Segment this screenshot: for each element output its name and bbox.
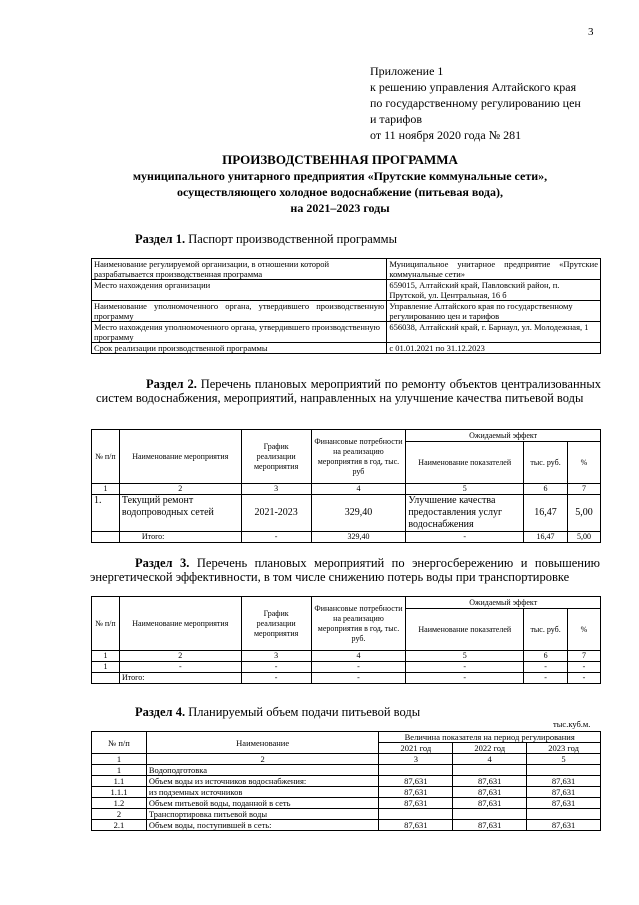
row-value — [527, 765, 601, 776]
row-value — [379, 809, 453, 820]
col-header-period: Величина показателя на период регулирования — [379, 732, 601, 743]
col-header-pct: % — [568, 442, 601, 484]
total-pct: - — [568, 673, 601, 684]
row-value: 87,631 — [379, 787, 453, 798]
col-header-year: 2023 год — [527, 743, 601, 754]
col-number: 4 — [311, 651, 406, 662]
title-line: осуществляющего холодное водоснабжение (питьевая вода), — [177, 185, 503, 199]
col-number: 5 — [406, 484, 524, 495]
col-number: 6 — [524, 651, 568, 662]
col-number: 2 — [146, 754, 379, 765]
section4-heading — [135, 705, 420, 720]
row-num: 1.2 — [92, 798, 147, 809]
passport-value: 656038, Алтайский край, г. Барнаул, ул. Молодежная, 1 — [387, 322, 601, 343]
col-header-year: 2022 год — [453, 743, 527, 754]
row-name: Объем питьевой воды, поданной в сеть — [146, 798, 379, 809]
passport-value: Управление Алтайского края по государственному регулированию цен и тарифов — [387, 301, 601, 322]
cell-num: 1. — [92, 495, 120, 532]
passport-key: Место нахождения организации — [92, 280, 387, 301]
col-header-year: 2021 год — [379, 743, 453, 754]
col-header-num: № п/п — [92, 430, 120, 484]
col-header-effect: Ожидаемый эффект — [406, 430, 601, 442]
col-number: 7 — [568, 651, 601, 662]
col-header-finance: Финансовые потребности на реализацию мероприятия в год, тыс. руб — [311, 430, 406, 484]
section-title: Перечень плановых мероприятий по энергосбережению и повышению энергетической эффективности, в том числе снижению потерь воды при транспортировке — [90, 556, 601, 584]
row-name: Водоподготовка — [146, 765, 379, 776]
col-header-schedule: График реализации мероприятия — [241, 597, 311, 651]
row-name: из подземных источников — [146, 787, 379, 798]
cell-thous: 16,47 — [524, 495, 568, 532]
cell-name: - — [119, 662, 241, 673]
total-finance: - — [311, 673, 406, 684]
row-value: 87,631 — [453, 776, 527, 787]
section-title: Паспорт производственной программы — [188, 232, 397, 246]
col-number: 1 — [92, 651, 120, 662]
col-header-indicator: Наименование показателей — [406, 442, 524, 484]
col-number: 4 — [453, 754, 527, 765]
col-number: 1 — [92, 754, 147, 765]
col-header-thous: тыс. руб. — [524, 442, 568, 484]
appendix-line: от 11 ноября 2020 года № 281 — [370, 128, 522, 142]
total-thous: 16,47 — [524, 532, 568, 543]
row-value — [453, 809, 527, 820]
col-header-num: № п/п — [92, 732, 147, 754]
row-value — [453, 765, 527, 776]
passport-key: Место нахождения уполномоченного органа, утвердившего производственную программу — [92, 322, 387, 343]
col-number: 7 — [568, 484, 601, 495]
section1-heading — [135, 232, 397, 247]
title-line: ПРОИЗВОДСТВЕННАЯ ПРОГРАММА — [222, 152, 458, 167]
row-value: 87,631 — [453, 798, 527, 809]
section-label: Раздел 4. — [135, 705, 186, 719]
row-value: 87,631 — [379, 776, 453, 787]
col-header-name: Наименование мероприятия — [119, 597, 241, 651]
section2-heading — [96, 377, 601, 405]
total-indicator: - — [406, 532, 524, 543]
col-number: 6 — [524, 484, 568, 495]
col-number: 5 — [527, 754, 601, 765]
row-num: 2 — [92, 809, 147, 820]
cell-pct: - — [568, 662, 601, 673]
page-number: 3 — [588, 26, 594, 38]
passport-value: Муниципальное унитарное предприятие «Прутские коммунальные сети» — [387, 259, 601, 280]
row-value: 87,631 — [453, 820, 527, 831]
total-indicator: - — [406, 673, 524, 684]
cell-pct: 5,00 — [568, 495, 601, 532]
section-title: Планируемый объем подачи питьевой воды — [188, 705, 421, 719]
total-pct: 5,00 — [568, 532, 601, 543]
appendix-line: по государственному регулированию цен — [370, 96, 581, 110]
total-label: Итого: — [119, 673, 241, 684]
total-schedule: - — [241, 673, 311, 684]
section-label: Раздел 3. — [135, 556, 190, 570]
col-header-schedule: График реализации мероприятия — [241, 430, 311, 484]
cell-schedule: - — [241, 662, 311, 673]
col-header-pct: % — [568, 609, 601, 651]
row-num: 1.1.1 — [92, 787, 147, 798]
col-number: 2 — [119, 484, 241, 495]
row-value: 87,631 — [379, 798, 453, 809]
section3-heading — [90, 556, 600, 584]
cell-finance: - — [311, 662, 406, 673]
row-value — [527, 809, 601, 820]
passport-value: 659015, Алтайский край, Павловский район, п. Прутской, ул. Центральная, 16 б — [387, 280, 601, 301]
col-header-indicator: Наименование показателей — [406, 609, 524, 651]
col-header-name: Наименование мероприятия — [119, 430, 241, 484]
col-header-effect: Ожидаемый эффект — [406, 597, 601, 609]
row-value: 87,631 — [453, 787, 527, 798]
col-number: 4 — [311, 484, 406, 495]
appendix-line: к решению управления Алтайского края — [370, 80, 577, 94]
row-name: Транспортировка питьевой воды — [146, 809, 379, 820]
passport-key: Срок реализации производственной программы — [92, 343, 387, 354]
unit-label: тыс.куб.м. — [553, 719, 591, 729]
row-value: 87,631 — [527, 798, 601, 809]
total-thous: - — [524, 673, 568, 684]
cell-indicator: Улучшение качества предоставления услуг водоснабжения — [406, 495, 524, 532]
row-num: 1 — [92, 765, 147, 776]
col-number: 1 — [92, 484, 120, 495]
cell-finance: 329,40 — [311, 495, 406, 532]
cell-schedule: 2021-2023 — [241, 495, 311, 532]
col-number: 3 — [241, 484, 311, 495]
col-number: 5 — [406, 651, 524, 662]
col-header-num: № п/п — [92, 597, 120, 651]
col-header-thous: тыс. руб. — [524, 609, 568, 651]
total-label: Итого: — [119, 532, 241, 543]
cell-name: Текущий ремонт водопроводных сетей — [119, 495, 241, 532]
cell-indicator: - — [406, 662, 524, 673]
passport-key: Наименование уполномоченного органа, утвердившего производственную программу — [92, 301, 387, 322]
appendix-line: и тарифов — [370, 112, 423, 126]
cell-num: 1 — [92, 662, 120, 673]
col-number: 2 — [119, 651, 241, 662]
row-value: 87,631 — [527, 776, 601, 787]
cell-empty — [92, 532, 120, 543]
cell-empty — [92, 673, 120, 684]
passport-key: Наименование регулируемой организации, в отношении которой разрабатывается производственная программа — [92, 259, 387, 280]
appendix-block — [370, 63, 581, 143]
section-title: Перечень плановых мероприятий по ремонту объектов централизованных систем водоснабжения, мероприятий, направленных на улучшение качества питьевой воды — [96, 377, 601, 405]
row-value: 87,631 — [379, 820, 453, 831]
row-value: 87,631 — [527, 787, 601, 798]
total-finance: 329,40 — [311, 532, 406, 543]
col-number: 3 — [241, 651, 311, 662]
document-title — [40, 152, 639, 216]
row-num: 2.1 — [92, 820, 147, 831]
section-label: Раздел 2. — [146, 377, 197, 391]
col-header-finance: Финансовые потребности на реализацию мероприятия в год, тыс. руб. — [311, 597, 406, 651]
row-name: Объем воды, поступившей в сеть: — [146, 820, 379, 831]
row-value: 87,631 — [527, 820, 601, 831]
passport-value: с 01.01.2021 по 31.12.2023 — [387, 343, 601, 354]
title-line: на 2021–2023 годы — [290, 201, 390, 215]
row-name: Объем воды из источников водоснабжения: — [146, 776, 379, 787]
repair-measures-table — [91, 429, 601, 543]
row-num: 1.1 — [92, 776, 147, 787]
cell-thous: - — [524, 662, 568, 673]
section-label: Раздел 1. — [135, 232, 186, 246]
col-number: 3 — [379, 754, 453, 765]
appendix-line: Приложение 1 — [370, 64, 444, 78]
title-line: муниципального унитарного предприятия «Прутские коммунальные сети», — [132, 169, 548, 183]
passport-table — [91, 258, 601, 354]
col-header-name: Наименование — [146, 732, 379, 754]
water-volume-table — [91, 731, 601, 831]
energy-measures-table — [91, 596, 601, 684]
total-schedule: - — [241, 532, 311, 543]
row-value — [379, 765, 453, 776]
